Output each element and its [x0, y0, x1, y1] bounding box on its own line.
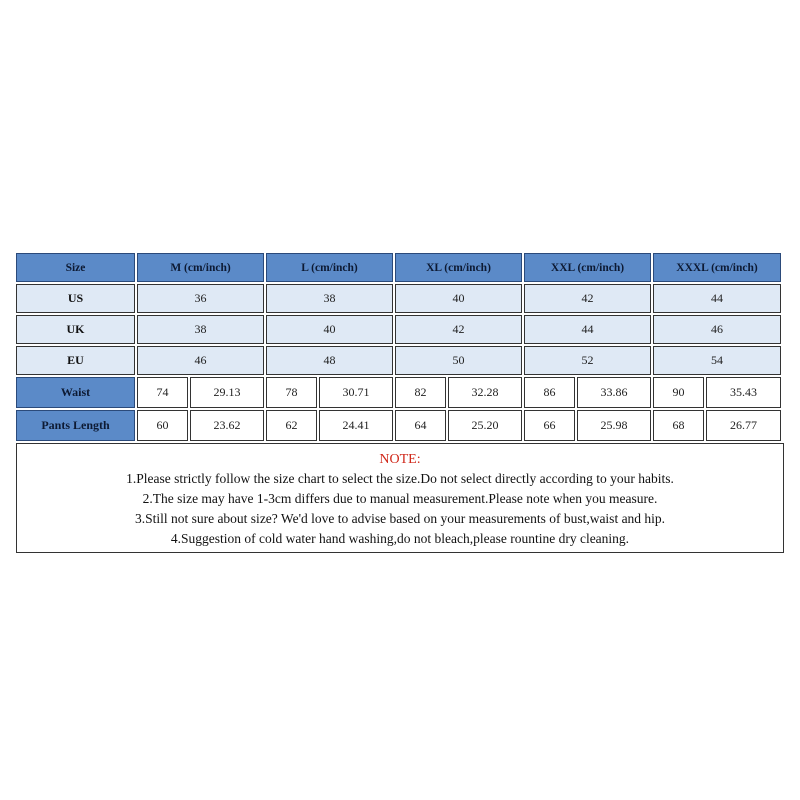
us-value-m: 36: [137, 284, 264, 313]
waist-row: [16, 377, 784, 410]
uk-value-l: 40: [266, 315, 393, 344]
note-line-4: 4.Suggestion of cold water hand washing,do not bleach,please rountine dry cleaning.: [170, 531, 630, 546]
pants-length-m-inch: 23.62: [190, 410, 264, 441]
us-value-l: 38: [266, 284, 393, 313]
pants-length-row: [16, 410, 784, 443]
uk-value-xxxl: 46: [653, 315, 781, 344]
eu-value-l: 48: [266, 346, 393, 375]
eu-label: EU: [16, 346, 135, 375]
waist-xl-inch: 32.28: [448, 377, 522, 408]
notes-box: [16, 443, 784, 553]
note-title: NOTE:: [379, 452, 421, 467]
waist-xxl-inch: 33.86: [577, 377, 651, 408]
waist-l-inch: 30.71: [319, 377, 393, 408]
waist-m-inch: 29.13: [190, 377, 264, 408]
waist-l-cm: 78: [266, 377, 317, 408]
pants-length-l-inch: 24.41: [319, 410, 393, 441]
eu-value-xl: 50: [395, 346, 522, 375]
us-row: [16, 284, 784, 315]
size-xxxl-header: XXXL (cm/inch): [653, 253, 781, 282]
pants-length-label: Pants Length: [16, 410, 135, 441]
size-l-header: L (cm/inch): [266, 253, 393, 282]
size-xxl-header: XXL (cm/inch): [524, 253, 651, 282]
note-line-3: 3.Still not sure about size? We'd love to advise based on your measurements of bust,waist and hip.: [134, 511, 666, 526]
waist-xxxl-inch: 35.43: [706, 377, 781, 408]
uk-value-xl: 42: [395, 315, 522, 344]
pants-length-m-cm: 60: [137, 410, 188, 441]
pants-length-xxxl-cm: 68: [653, 410, 704, 441]
waist-xxl-cm: 86: [524, 377, 575, 408]
uk-row: [16, 315, 784, 346]
eu-row: [16, 346, 784, 377]
us-value-xl: 40: [395, 284, 522, 313]
uk-value-m: 38: [137, 315, 264, 344]
size-header-cell: Size: [16, 253, 135, 282]
pants-length-l-cm: 62: [266, 410, 317, 441]
us-label: US: [16, 284, 135, 313]
waist-label: Waist: [16, 377, 135, 408]
size-m-header: M (cm/inch): [137, 253, 264, 282]
header-row: [16, 253, 784, 284]
size-xl-header: XL (cm/inch): [395, 253, 522, 282]
note-line-1: 1.Please strictly follow the size chart to select the size.Do not select directly according to your habits.: [126, 471, 674, 486]
uk-value-xxl: 44: [524, 315, 651, 344]
waist-xl-cm: 82: [395, 377, 446, 408]
eu-value-m: 46: [137, 346, 264, 375]
note-line-2: 2.The size may have 1-3cm differs due to manual measurement.Please note when you measure.: [142, 491, 658, 506]
pants-length-xl-inch: 25.20: [448, 410, 522, 441]
size-chart-table: [16, 253, 784, 553]
us-value-xxl: 42: [524, 284, 651, 313]
pants-length-xl-cm: 64: [395, 410, 446, 441]
us-value-xxxl: 44: [653, 284, 781, 313]
pants-length-xxl-inch: 25.98: [577, 410, 651, 441]
eu-value-xxl: 52: [524, 346, 651, 375]
waist-xxxl-cm: 90: [653, 377, 704, 408]
uk-label: UK: [16, 315, 135, 344]
eu-value-xxxl: 54: [653, 346, 781, 375]
waist-m-cm: 74: [137, 377, 188, 408]
pants-length-xxl-cm: 66: [524, 410, 575, 441]
pants-length-xxxl-inch: 26.77: [706, 410, 781, 441]
